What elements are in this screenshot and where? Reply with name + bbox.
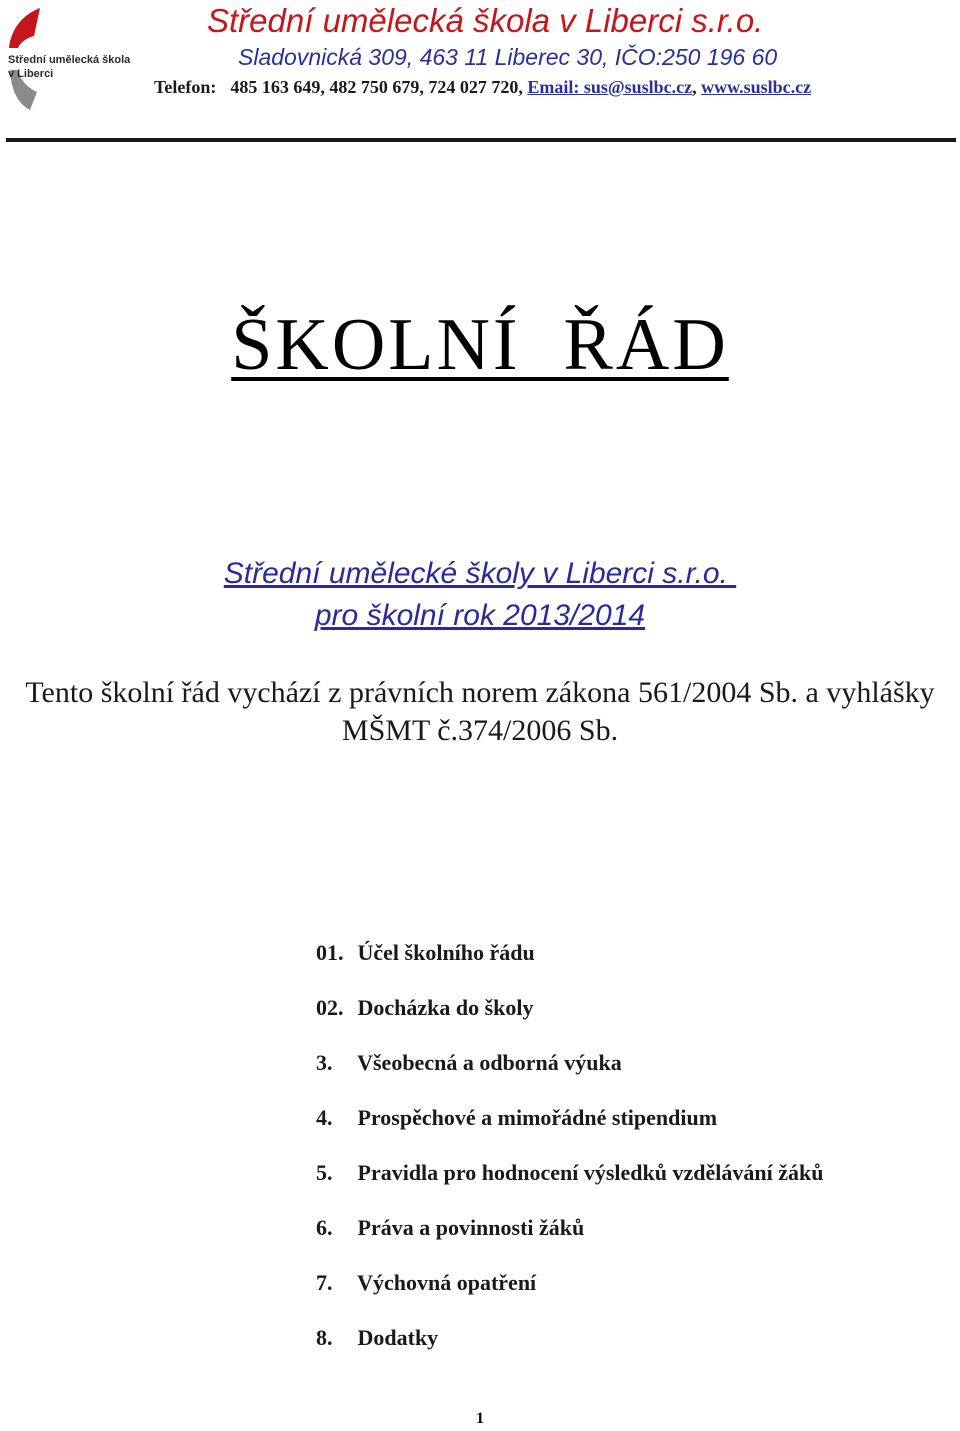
table-of-contents (316, 937, 823, 1377)
toc-item (316, 1157, 823, 1212)
logo-text (8, 53, 130, 81)
school-address: Sladovnická 309, 463 11 Liberec 30, IČO:250 196 60 (238, 44, 778, 70)
toc-item (316, 937, 823, 992)
toc-item-number: 8. (316, 1325, 333, 1350)
header-divider (6, 138, 956, 142)
toc-item-number: 4. (316, 1105, 333, 1130)
email-link[interactable]: Email: sus@suslbc.cz (527, 77, 693, 97)
toc-item-label: Pravidla pro hodnocení výsledků vzdělávání žáků (357, 1160, 824, 1185)
logo-text-line2: v Liberci (8, 68, 54, 80)
school-name: Střední umělecká škola v Liberci s.r.o. (207, 2, 764, 39)
school-logo (6, 6, 151, 112)
toc-item-label: Práva a povinnosti žáků (357, 1215, 585, 1240)
intro-paragraph: Tento školní řád vychází z právních norem zákona 561/2004 Sb. a vyhlášky MŠMT č.374/2006 Sb. (25, 676, 935, 747)
toc-item (316, 1102, 823, 1157)
document-title: ŠKOLNÍ ŘÁD (231, 304, 729, 386)
toc-item-label: Účel školního řádu (357, 940, 535, 965)
subtitle-school: Střední umělecké školy v Liberci s.r.o. (223, 557, 737, 590)
website-link[interactable]: www.suslbc.cz (701, 77, 812, 97)
toc-item-label: Všeobecná a odborná výuka (357, 1050, 622, 1075)
toc-item (316, 992, 823, 1047)
subtitle-year: pro školní rok 2013/2014 (314, 599, 646, 632)
toc-item-number: 01. (316, 940, 344, 965)
toc-item-number: 7. (316, 1270, 333, 1295)
phone-label: Telefon: (154, 77, 217, 97)
toc-item-label: Dodatky (357, 1325, 439, 1350)
toc-item-number: 6. (316, 1215, 333, 1240)
toc-item (316, 1047, 823, 1102)
toc-item-number: 5. (316, 1160, 333, 1185)
page-number: 1 (476, 1410, 484, 1427)
logo-text-line1: Střední umělecká škola (8, 54, 131, 66)
toc-item (316, 1212, 823, 1267)
contact-line: Telefon: 485 163 649, 482 750 679, 724 027 720, Email: sus@suslbc.cz, www.suslbc.cz (154, 77, 812, 97)
toc-item-number: 02. (316, 995, 344, 1020)
toc-item-label: Výchovná opatření (357, 1270, 537, 1295)
toc-item-number: 3. (316, 1050, 333, 1075)
toc-item (316, 1322, 823, 1377)
toc-item (316, 1267, 823, 1322)
phone-numbers: 485 163 649, 482 750 679, 724 027 720, (230, 77, 523, 97)
toc-item-label: Docházka do školy (357, 995, 534, 1020)
toc-item-label: Prospěchové a mimořádné stipendium (357, 1105, 718, 1130)
